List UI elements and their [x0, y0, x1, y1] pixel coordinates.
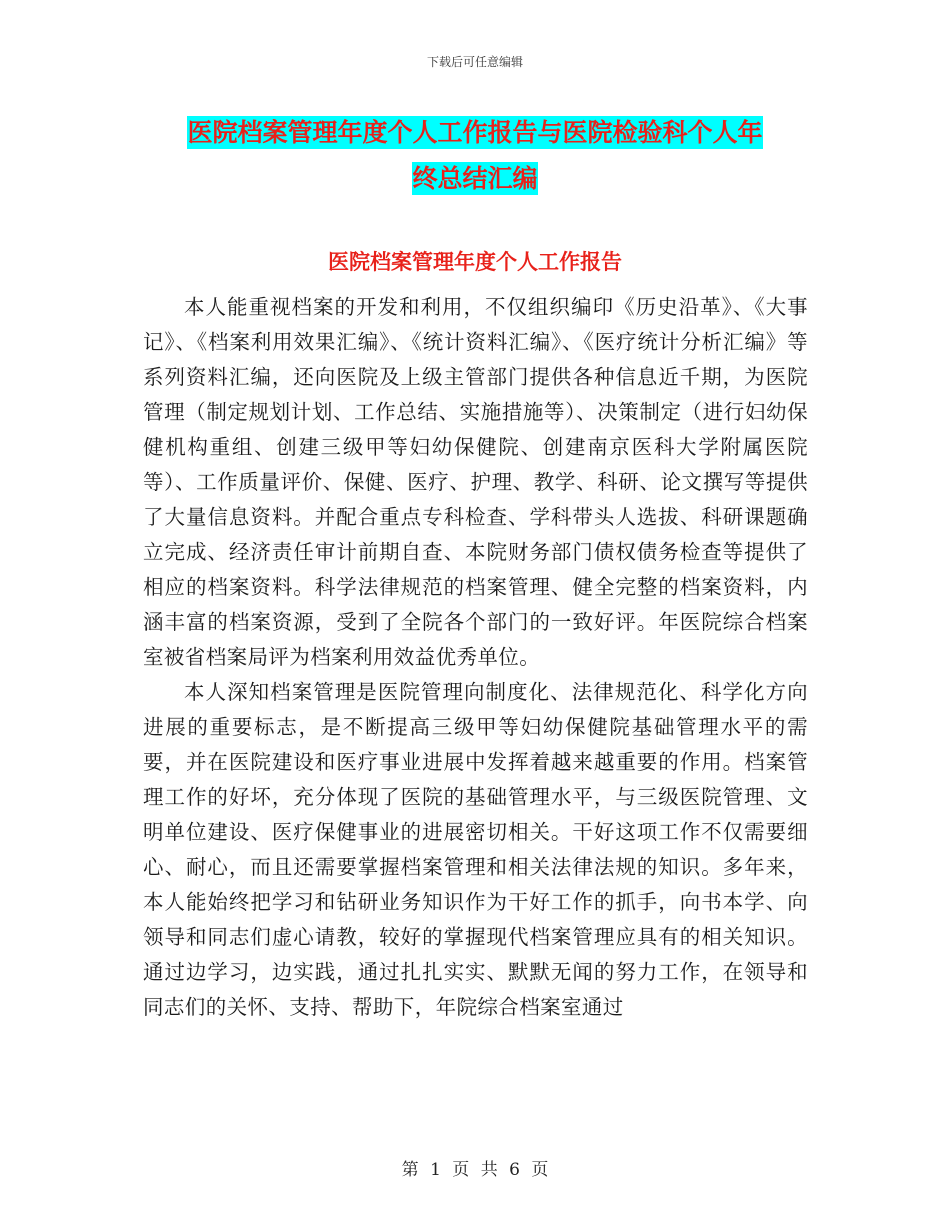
document-body	[143, 290, 808, 1025]
document-title-line-1: 医院档案管理年度个人工作报告与医院检验科个人年	[187, 118, 763, 147]
section-title: 医院档案管理年度个人工作报告	[328, 250, 622, 274]
document-title-line-2: 终总结汇编	[412, 164, 538, 193]
page-header-note: 下载后可任意编辑	[426, 55, 523, 69]
page-number: 第 1 页 共 6 页	[401, 1160, 549, 1180]
body-paragraph-1: 本人能重视档案的开发和利用，不仅组织编印《历史沿革》、《大事记》、《档案利用效果汇编》、《统计资料汇编》、《医疗统计分析汇编》等系列资料汇编，还向医院及上级主管部门提供各种信息近千期，为医院管理（制定规划计划、工作总结、实施措施等）、决策制定（进行妇幼保健机构重组、创建三级甲等妇幼保健院、创建南京医科大学附属医院等）、工作质量评价、保健、医疗、护理、教学、科研、论文撰写等提供了大量信息资料。并配合重点专科检查、学科带头人选拔、科研课题确立完成、经济责任审计前期自查、本院财务部门债权债务检查等提供了相应的档案资料。科学法律规范的档案管理、健全完整的档案资料，内涵丰富的档案资源，受到了全院各个部门的一致好评。年医院综合档案室被省档案局评为档案利用效益优秀单位。	[143, 295, 808, 669]
body-paragraph-2: 本人深知档案管理是医院管理向制度化、法律规范化、科学化方向进展的重要标志，是不断提高三级甲等妇幼保健院基础管理水平的需要，并在医院建设和医疗事业进展中发挥着越来越重要的作用。档案管理工作的好坏，充分体现了医院的基础管理水平，与三级医院管理、文明单位建设、医疗保健事业的进展密切相关。干好这项工作不仅需要细心、耐心，而且还需要掌握档案管理和相关法律法规的知识。多年来，本人能始终把学习和钻研业务知识作为干好工作的抓手，向书本学、向领导和同志们虚心请教，较好的掌握现代档案管理应具有的相关知识。通过边学习，边实践，通过扎扎实实、默默无闻的努力工作，在领导和同志们的关怀、支持、帮助下，年院综合档案室通过	[143, 680, 808, 1019]
document-title	[120, 110, 830, 202]
